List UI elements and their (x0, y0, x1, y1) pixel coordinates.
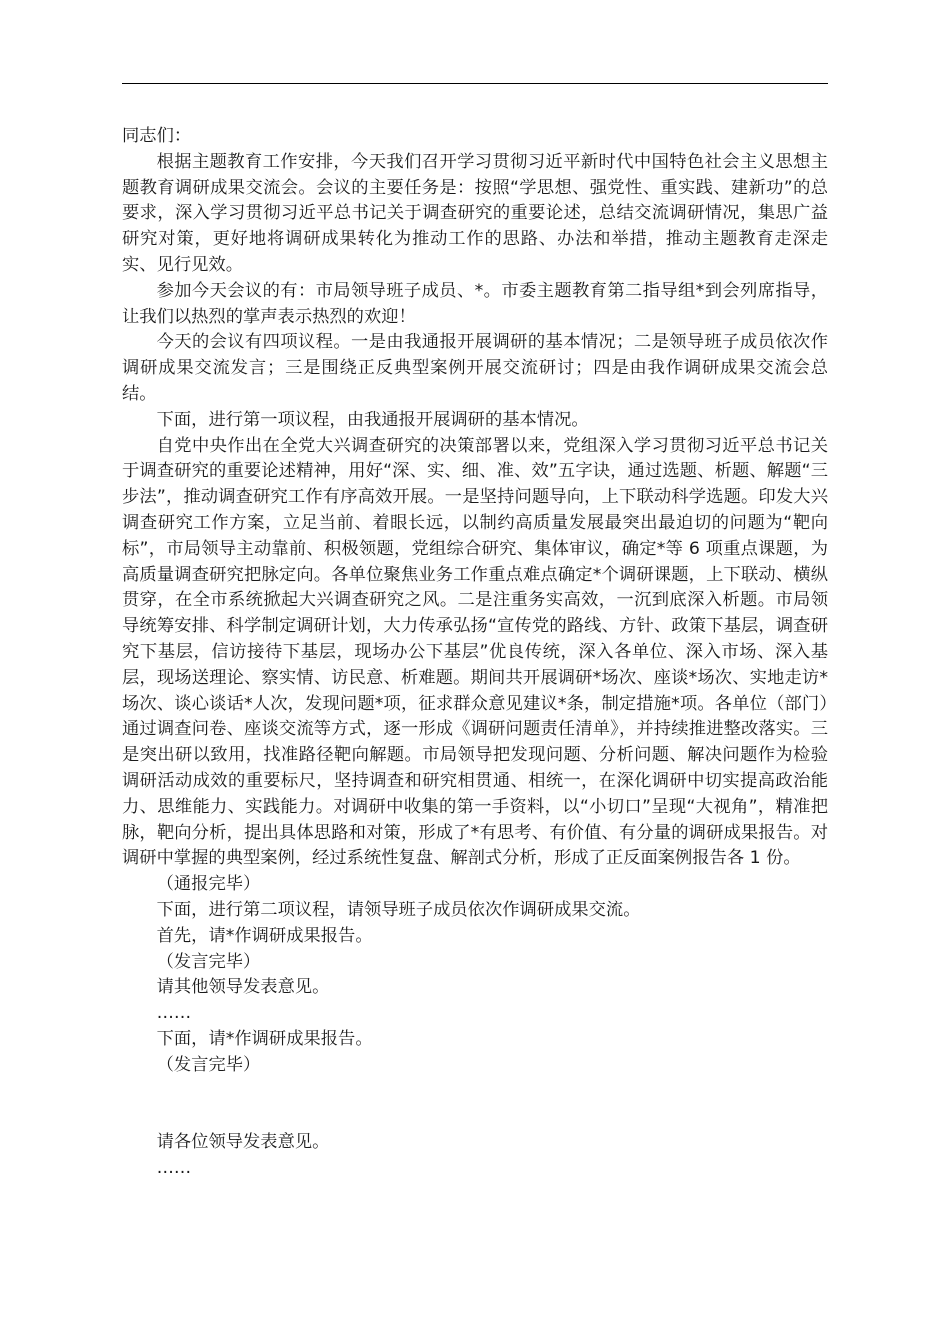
paragraph-next-speaker: 下面，请*作调研成果报告。 (156, 1028, 373, 1049)
paragraph-attendees: 参加今天会议的有：市局领导班子成员、*。市委主题教育第二指导组*到会列席指导，让我们以热烈的掌声表示热烈的欢迎！ (122, 280, 828, 327)
stage-note-speech-done: （发言完毕） (156, 1054, 261, 1075)
header-rule (122, 83, 828, 84)
ellipsis: …… (156, 1003, 192, 1024)
paragraph-other-leaders: 请其他领导发表意见。 (156, 977, 330, 998)
paragraph-item-one: 下面，进行第一项议程，由我通报开展调研的基本情况。 (156, 409, 589, 430)
paragraph-first-speaker: 首先，请*作调研成果报告。 (156, 925, 373, 946)
paragraph-report: 自党中央作出在全党大兴调查研究的决策部署以来，党组深入学习贯彻习近平总书记关于调查研究的重要论述精神，用好“深、实、细、准、效”五字诀，通过选题、析题、解题“三步法”，推动调查研究工作有序高效开展。一是坚持问题导向，上下联动科学选题。印发大兴调查研究工作方案，立足当前、着眼长远，以制约高质量发展最突出最迫切的问题为“靶向标”，市局领导主动靠前、积极领题，党组综合研究、集体审议，确定*等 6 项重点课题，为高质量调查研究把脉定向。各单位聚焦业务工作重点难点确定*个调研课题，上下联动、横纵贯穿，在全市系统掀起大兴调查研究之风。二是注重务实高效，一沉到底深入析题。市局领导统筹安排、科学制定调研计划，大力传承弘扬“宣传党的路线、方针、政策下基层，调查研究下基层，信访接待下基层，现场办公下基层”优良传统，深入各单位、深入市场、深入基层，现场送理论、察实情、访民意、析难题。期间共开展调研*场次、座谈*场次、实地走访*场次、谈心谈话*人次，发现问题*项，征求群众意见建议*条，制定措施*项。各单位（部门）通过调查问卷、座谈交流等方式，逐一形成《调研问题责任清单》，并持续推进整改落实。三是突出研以致用，找准路径靶向解题。市局领导把发现问题、分析问题、解决问题作为检验调研活动成效的重要标尺，坚持调查和研究相贯通、相统一，在深化调研中切实提高政治能力、思维能力、实践能力。对调研中收集的第一手资料，以“小切口”呈现“大视角”，精准把脉，靶向分析，提出具体思路和对策，形成了*有思考、有价值、有分量的调研成果报告。对调研中掌握的典型案例，经过系统性复盘、解剖式分析，形成了正反面案例报告各 1 份。 (122, 435, 828, 869)
ellipsis: …… (156, 1157, 192, 1178)
blank-gap (122, 1078, 828, 1130)
paragraph-all-leaders: 请各位领导发表意见。 (156, 1132, 330, 1153)
stage-note-speech-done: （发言完毕） (156, 951, 261, 972)
paragraph-item-two: 下面，进行第二项议程，请领导班子成员依次作调研成果交流。 (156, 899, 641, 920)
document-body (122, 124, 828, 1182)
salutation: 同志们： (122, 126, 192, 146)
stage-note-report-done: （通报完毕） (156, 874, 261, 895)
paragraph-opening: 根据主题教育工作安排，今天我们召开学习贯彻习近平新时代中国特色社会主义思想主题教育调研成果交流会。会议的主要任务是：按照“学思想、强党性、重实践、建新功”的总要求，深入学习贯彻习近平总书记关于调查研究的重要论述，总结交流调研情况，集思广益研究对策，更好地将调研成果转化为推动工作的思路、办法和举措，推动主题教育走深走实、见行见效。 (122, 151, 828, 275)
paragraph-agenda: 今天的会议有四项议程。一是由我通报开展调研的基本情况；二是领导班子成员依次作调研成果交流发言；三是围绕正反典型案例开展交流研讨；四是由我作调研成果交流会总结。 (122, 332, 828, 404)
